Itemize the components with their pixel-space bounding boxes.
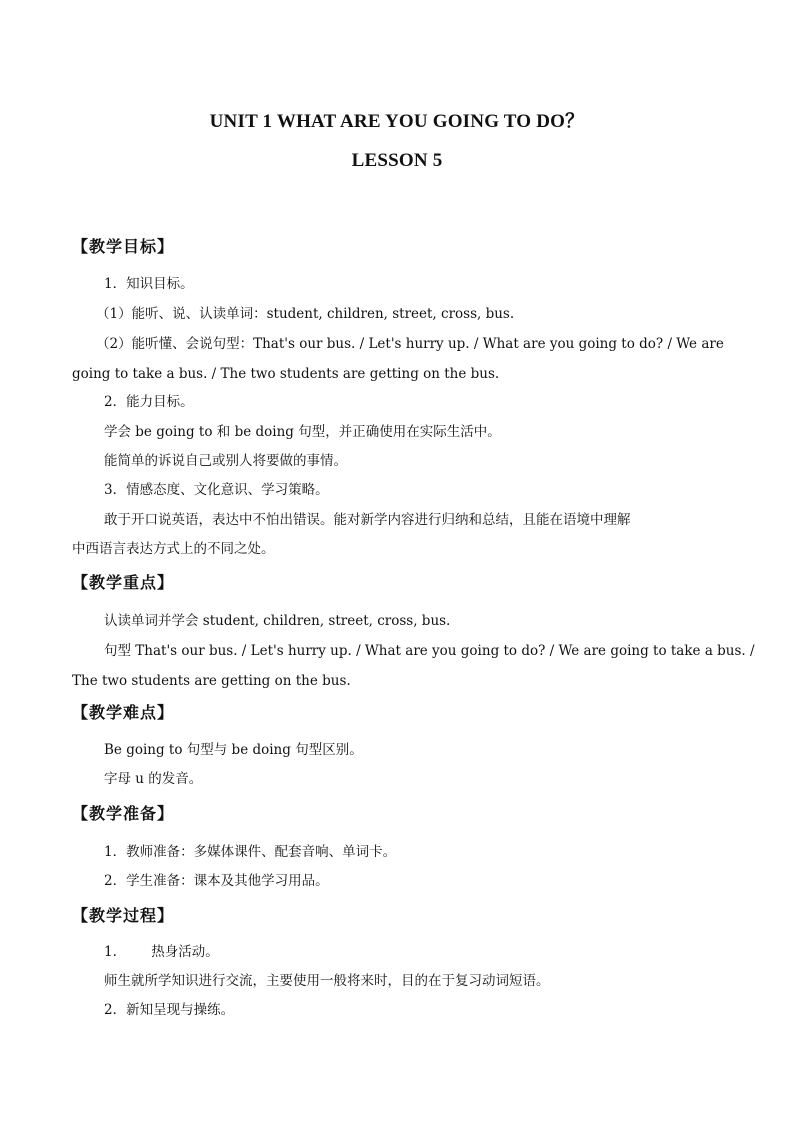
preparation-line-2: 2．学生准备：课本及其他学习用品。 [104,873,329,889]
objective-ability: 2．能力目标。 [104,394,194,410]
preparation-line-1: 1．教师准备：多媒体课件、配套音响、单词卡。 [104,844,397,860]
objective-item-2a: （2）能听懂、会说句型：That's our bus. / Let's hurry up. / What are you going to do? / We are [96,336,724,352]
key-point-line-2b: The two students are getting on the bus. [72,673,351,689]
section-heading-process: 【教学过程】 [72,906,175,925]
objective-attitude: 3．情感态度、文化意识、学习策略。 [104,482,329,498]
key-point-line-2a: 句型 That's our bus. / Let's hurry up. / What are you going to do? / We are going to take a bus. / [104,643,755,659]
difficulty-line-2: 字母 u 的发音。 [104,771,203,787]
section-heading-objectives: 【教学目标】 [72,237,175,256]
objective-ability-2: 能简单的诉说自己或别人将要做的事情。 [104,453,347,469]
objective-ability-1: 学会 be going to 和 be doing 句型，并正确使用在实际生活中。 [104,424,501,440]
process-line-2: 师生就所学知识进行交流，主要使用一般将来时，目的在于复习动词短语。 [104,973,550,989]
difficulty-line-1: Be going to 句型与 be doing 句型区别。 [104,742,363,758]
section-heading-difficulties: 【教学难点】 [72,703,175,722]
objective-item-1: （1）能听、说、认读单词：student, children, street, cross, bus. [96,306,515,322]
objective-attitude-b: 中西语言表达方式上的不同之处。 [72,541,275,557]
objective-attitude-a: 敢于开口说英语，表达中不怕出错误。能对新学内容进行归纳和总结，且能在语境中理解 [104,512,631,528]
objective-knowledge: 1．知识目标。 [104,276,194,292]
objective-item-2b: going to take a bus. / The two students are getting on the bus. [72,366,500,382]
section-heading-preparation: 【教学准备】 [72,804,175,823]
lesson-title: LESSON 5 [351,150,443,171]
process-line-1: 1. 热身活动。 [104,944,219,960]
process-line-3: 2．新知呈现与操练。 [104,1002,235,1018]
unit-title: UNIT 1 WHAT ARE YOU GOING TO DO？ [209,111,585,132]
key-point-line-1: 认读单词并学会 student, children, street, cross, bus. [104,613,451,629]
section-heading-key-points: 【教学重点】 [72,573,175,592]
